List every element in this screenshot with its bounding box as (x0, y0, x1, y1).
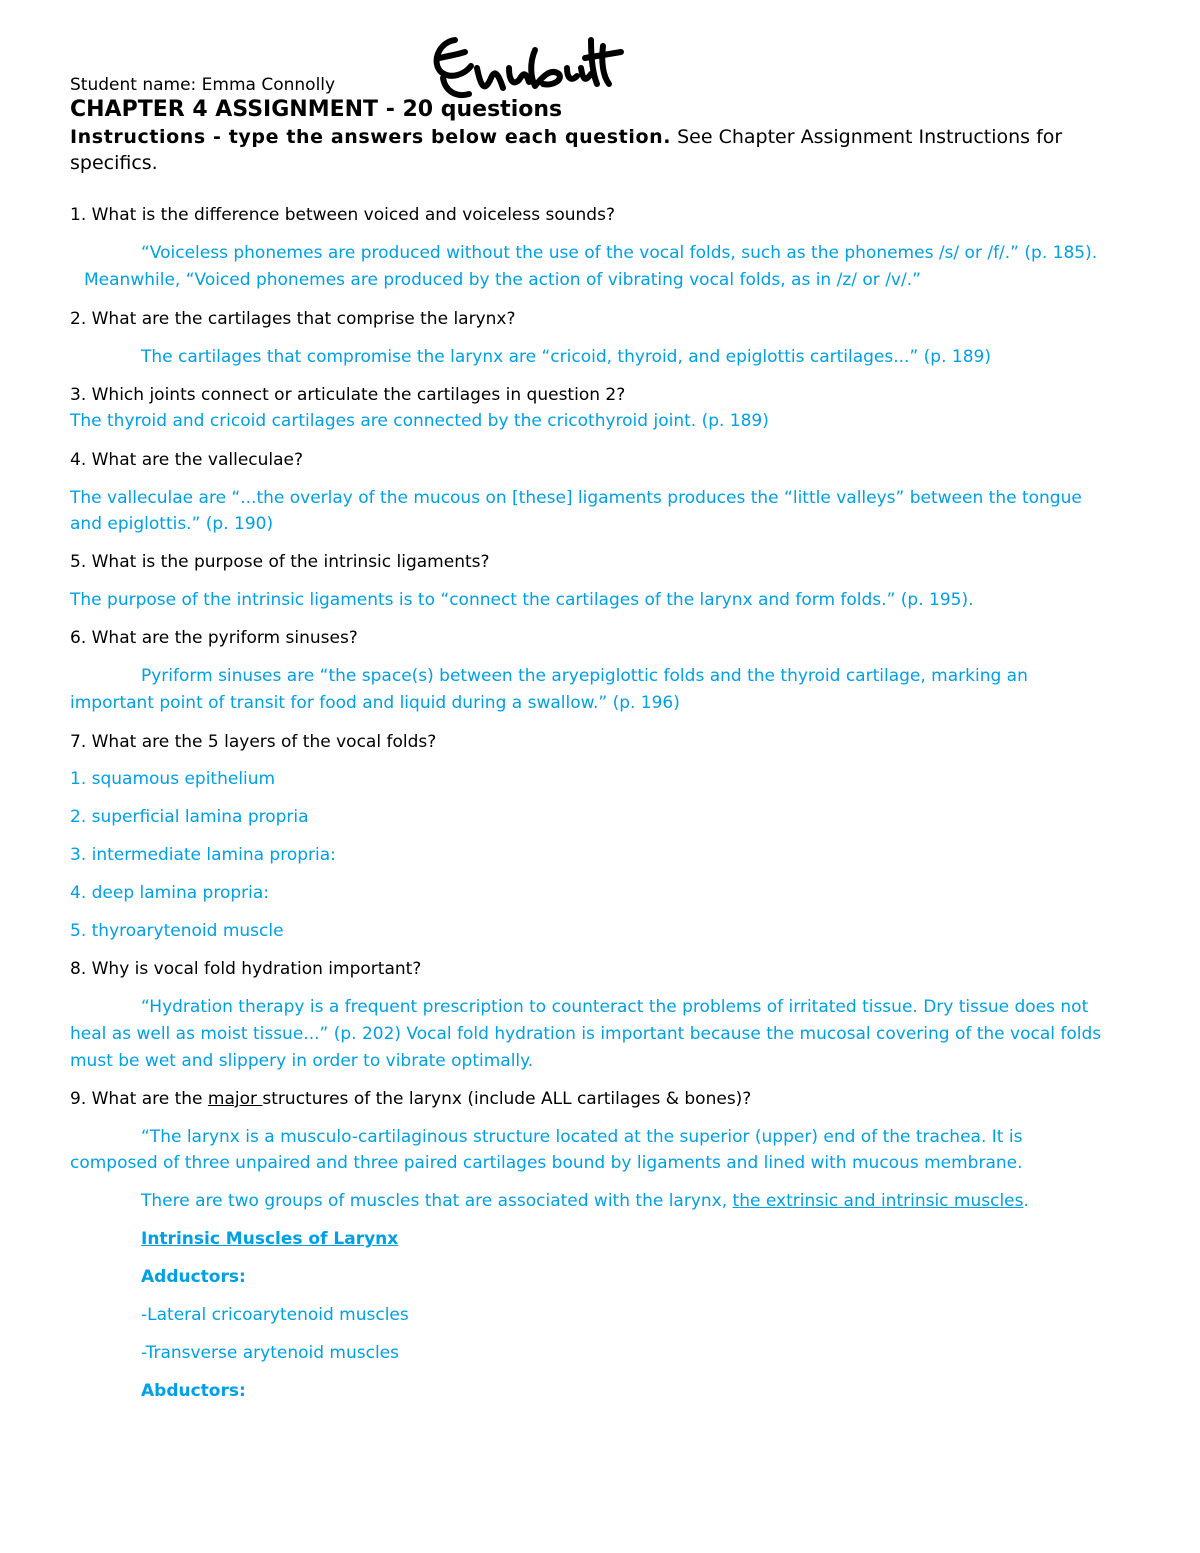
answer-4-line-1: The valleculae are “...the overlay of the mucous on [these] ligaments produces the “little valleys” between the tongue (70, 488, 1082, 508)
vocal-fold-layer: 2. superficial lamina propria (70, 807, 309, 827)
answer-9-line-1: “The larynx is a musculo-cartilaginous structure located at the superior (upper) end of the trachea. It is (141, 1127, 1023, 1147)
instructions-rest: See Chapter Assignment Instructions for specifics. (70, 126, 1063, 174)
intrinsic-muscles-heading: Intrinsic Muscles of Larynx (141, 1229, 399, 1249)
muscles-pre: There are two groups of muscles that are associated with the larynx, (141, 1191, 733, 1211)
question-3: 3. Which joints connect or articulate the cartilages in question 2? (70, 385, 626, 405)
adductor-item: -Lateral cricoarytenoid muscles (141, 1305, 409, 1325)
question-9-post: structures of the larynx (include ALL cartilages & bones)? (262, 1089, 752, 1109)
question-9 (70, 1086, 751, 1112)
vocal-fold-layer: 1. squamous epithelium (70, 769, 276, 789)
question-7: 7. What are the 5 layers of the vocal folds? (70, 732, 437, 752)
question-9-underlined: major (207, 1089, 263, 1109)
question-4: 4. What are the valleculae? (70, 450, 304, 470)
answer-4-line-2: and epiglottis.” (p. 190) (70, 514, 274, 534)
muscles-link[interactable]: the extrinsic and intrinsic muscles (732, 1191, 1024, 1211)
answer-6-line-1: Pyriform sinuses are “the space(s) between the aryepiglottic folds and the thyroid cartilage, marking an (141, 666, 1028, 686)
question-9-pre: 9. What are the (70, 1089, 208, 1109)
answer-2: The cartilages that compromise the larynx are “cricoid, thyroid, and epiglottis cartilages...” (p. 189) (141, 347, 991, 367)
answer-3: The thyroid and cricoid cartilages are connected by the cricothyroid joint. (p. 189) (70, 411, 769, 431)
answer-9-line-2: composed of three unpaired and three paired cartilages bound by ligaments and lined with mucous membrane. (70, 1153, 1023, 1173)
vocal-fold-layer: 4. deep lamina propria: (70, 883, 270, 903)
adductor-item: -Transverse arytenoid muscles (141, 1343, 399, 1363)
answer-8-line-1: “Hydration therapy is a frequent prescription to counteract the problems of irritated tissue. Dry tissue does not (141, 997, 1089, 1017)
question-2: 2. What are the cartilages that comprise the larynx? (70, 309, 516, 329)
question-6: 6. What are the pyriform sinuses? (70, 628, 358, 648)
answer-5: The purpose of the intrinsic ligaments is to “connect the cartilages of the larynx and form folds.” (p. 195). (70, 590, 974, 610)
vocal-fold-layer: 5. thyroarytenoid muscle (70, 921, 284, 941)
adductors-heading: Adductors: (141, 1267, 246, 1287)
assignment-title: CHAPTER 4 ASSIGNMENT - 20 questions (70, 97, 563, 122)
muscles-post: . (1023, 1191, 1029, 1211)
question-1: 1. What is the difference between voiced and voiceless sounds? (70, 205, 615, 225)
question-8: 8. Why is vocal fold hydration important? (70, 959, 422, 979)
student-name: Student name: Emma Connolly (70, 75, 336, 95)
answer-1-line-2: Meanwhile, “Voiced phonemes are produced by the action of vibrating vocal folds, as in /z/ or /v/.” (84, 270, 921, 290)
vocal-fold-layer: 3. intermediate lamina propria: (70, 845, 336, 865)
question-5: 5. What is the purpose of the intrinsic ligaments? (70, 552, 490, 572)
answer-6-line-2: important point of transit for food and liquid during a swallow.” (p. 196) (70, 693, 680, 713)
instructions (70, 124, 1135, 176)
answer-8-line-3: must be wet and slippery in order to vibrate optimally. (70, 1051, 534, 1071)
abductors-heading: Abductors: (141, 1381, 246, 1401)
instructions-bold: Instructions - type the answers below each question. (70, 126, 672, 148)
answer-1-line-1: “Voiceless phonemes are produced without the use of the vocal folds, such as the phonemes /s/ or /f/.” (p. 185). (141, 243, 1098, 263)
answer-8-line-2: heal as well as moist tissue...” (p. 202) Vocal fold hydration is important because the mucosal covering of the vocal folds (70, 1024, 1102, 1044)
answer-9-muscles (141, 1188, 1029, 1214)
